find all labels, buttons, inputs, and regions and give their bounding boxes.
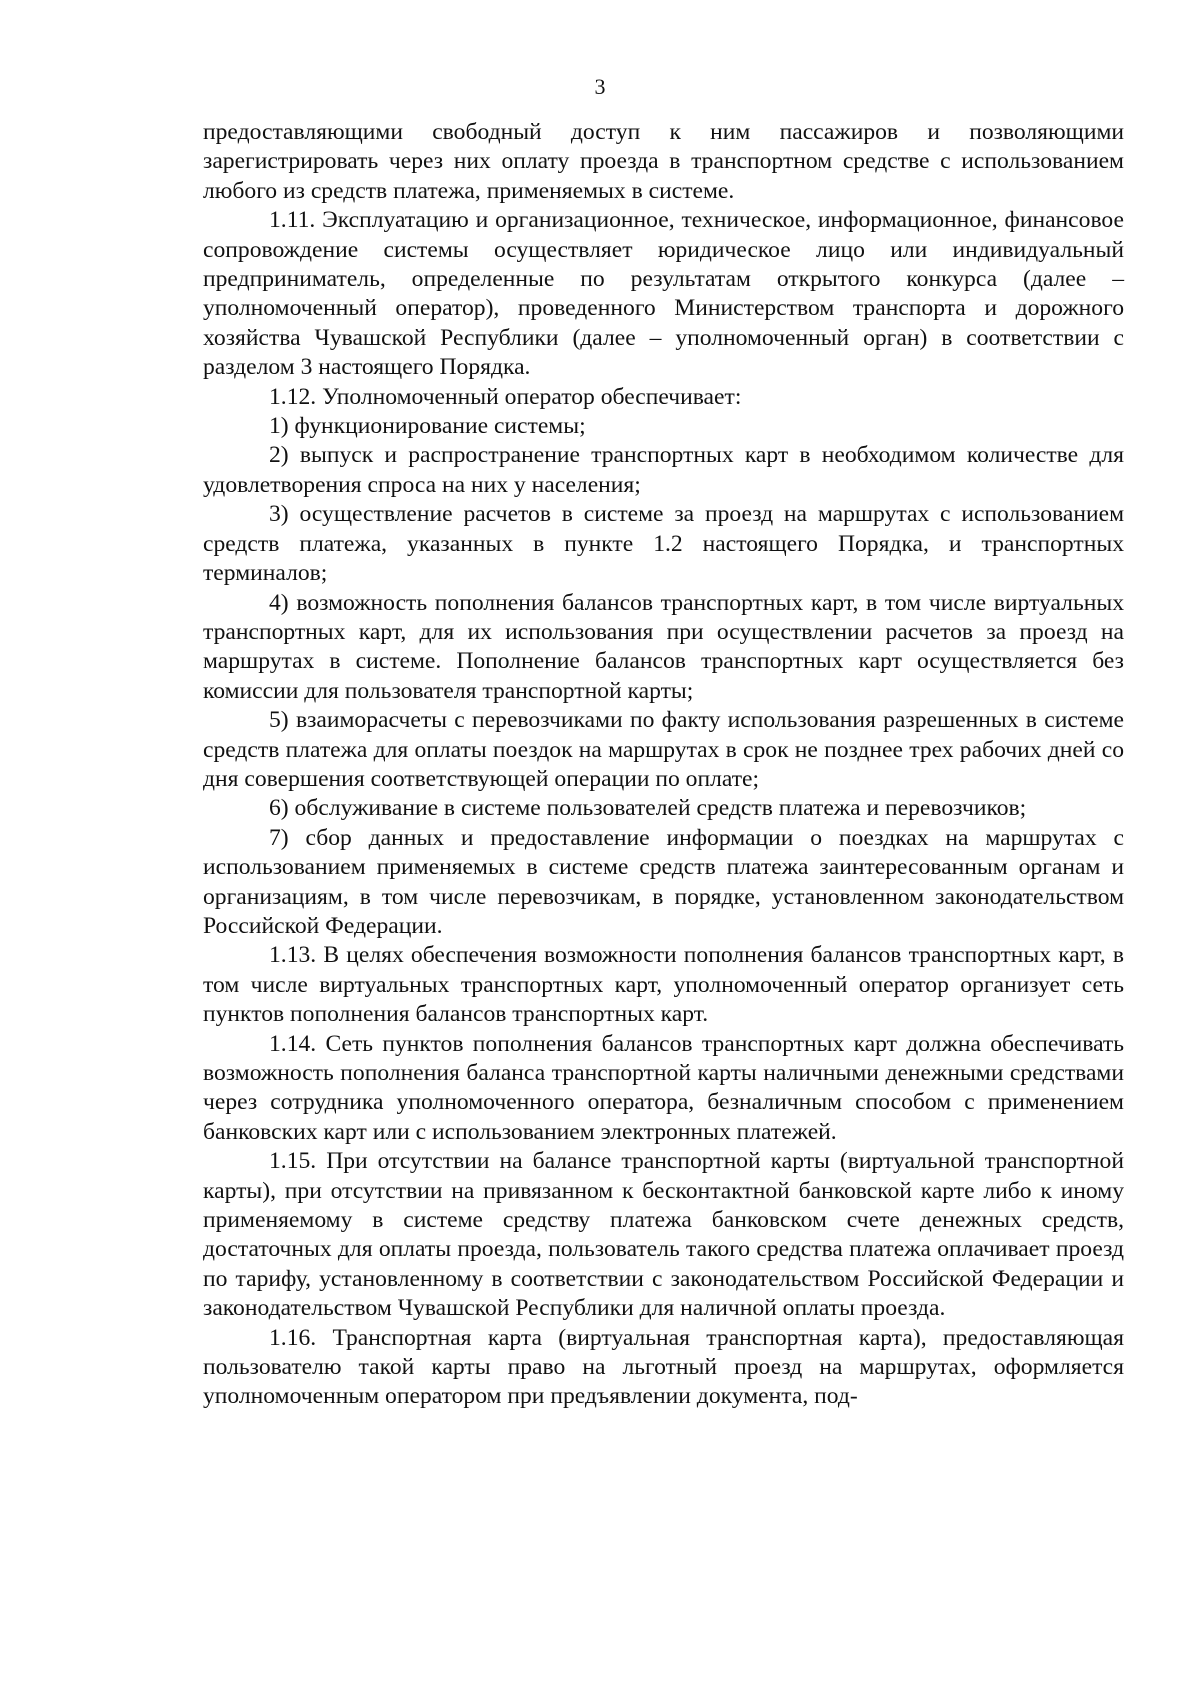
paragraph-continuation: предоставляющими свободный доступ к ним пассажиров и позволяющими зарегистрировать через них оплату проезда в транспортном средстве с использованием любого из средств платежа, применяемых в системе.	[203, 119, 1124, 204]
list-item-4: 4) возможность пополнения балансов транспортных карт, в том числе виртуальных транспортных карт, для их использования при осуществлении расчетов за проезд на маршрутах в системе. Пополнение балансов транспортных карт осуществляется без комиссии для пользователя транспортной карты;	[203, 589, 1124, 704]
list-item-7: 7) сбор данных и предоставление информации о поездках на маршрутах с использованием применяемых в системе средств платежа заинтересованным органам и организациям, в том числе перевозчикам, в порядке, установленном законодательством Российской Федерации.	[203, 824, 1124, 939]
list-item-5: 5) взаиморасчеты с перевозчиками по факту использования разрешенных в системе средств платежа для оплаты поездок на маршрутах в срок не позднее трех рабочих дней со дня совершения соответствующей операции по оплате;	[203, 707, 1124, 792]
list-item-3: 3) осуществление расчетов в системе за проезд на маршрутах с использованием средств платежа, указанных в пункте 1.2 настоящего Порядка, и транспортных терминалов;	[203, 501, 1124, 587]
paragraph-1-14: 1.14. Сеть пунктов пополнения балансов транспортных карт должна обеспечивать возможность пополнения баланса транспортной карты наличными денежными средствами через сотрудника уполномоченного оператора, безналичным способом с применением банковских карт или с использованием электронных платежей.	[203, 1030, 1124, 1145]
page-number: 3	[594, 74, 606, 99]
paragraph-1-11: 1.11. Эксплуатацию и организационное, техническое, информационное, финансовое сопровождение системы осуществляет юридическое лицо или индивидуальный предприниматель, определенные по результатам открытого конкурса (далее – уполномоченный оператор), проведенного Министерством транспорта и дорожного хозяйства Чувашской Республики (далее – уполномоченный орган) в соответствии с разделом 3 настоящего Порядка.	[203, 207, 1124, 381]
paragraph-1-12: 1.12. Уполномоченный оператор обеспечивает:	[269, 383, 742, 410]
paragraph-1-16: 1.16. Транспортная карта (виртуальная транспортная карта), предоставляющая пользователю такой карты право на льготный проезд на маршрутах, оформляется уполномоченным оператором при предъявлении документа, под-	[203, 1324, 1124, 1410]
paragraph-1-13: 1.13. В целях обеспечения возможности пополнения балансов транспортных карт, в том числе виртуальных транспортных карт, уполномоченный оператор организует сеть пунктов пополнения балансов транспортных карт.	[203, 942, 1124, 1028]
paragraph-1-15: 1.15. При отсутствии на балансе транспортной карты (виртуальной транспортной карты), при отсутствии на привязанном к бесконтактной банковской карте либо к иному применяемому в системе средству платежа банковском счете денежных средств, достаточных для оплаты проезда, пользователь такого средства платежа оплачивает проезд по тарифу, установленному в соответствии с законодательством Российской Федерации и законодательством Чувашской Республики для наличной оплаты проезда.	[203, 1148, 1124, 1322]
list-item-1: 1) функционирование системы;	[269, 413, 586, 440]
document-body	[203, 118, 1124, 1412]
list-item-2: 2) выпуск и распространение транспортных карт в необходимом количестве для удовлетворения спроса на них у населения;	[203, 442, 1124, 498]
list-item-6: 6) обслуживание в системе пользователей средств платежа и перевозчиков;	[269, 795, 1027, 822]
